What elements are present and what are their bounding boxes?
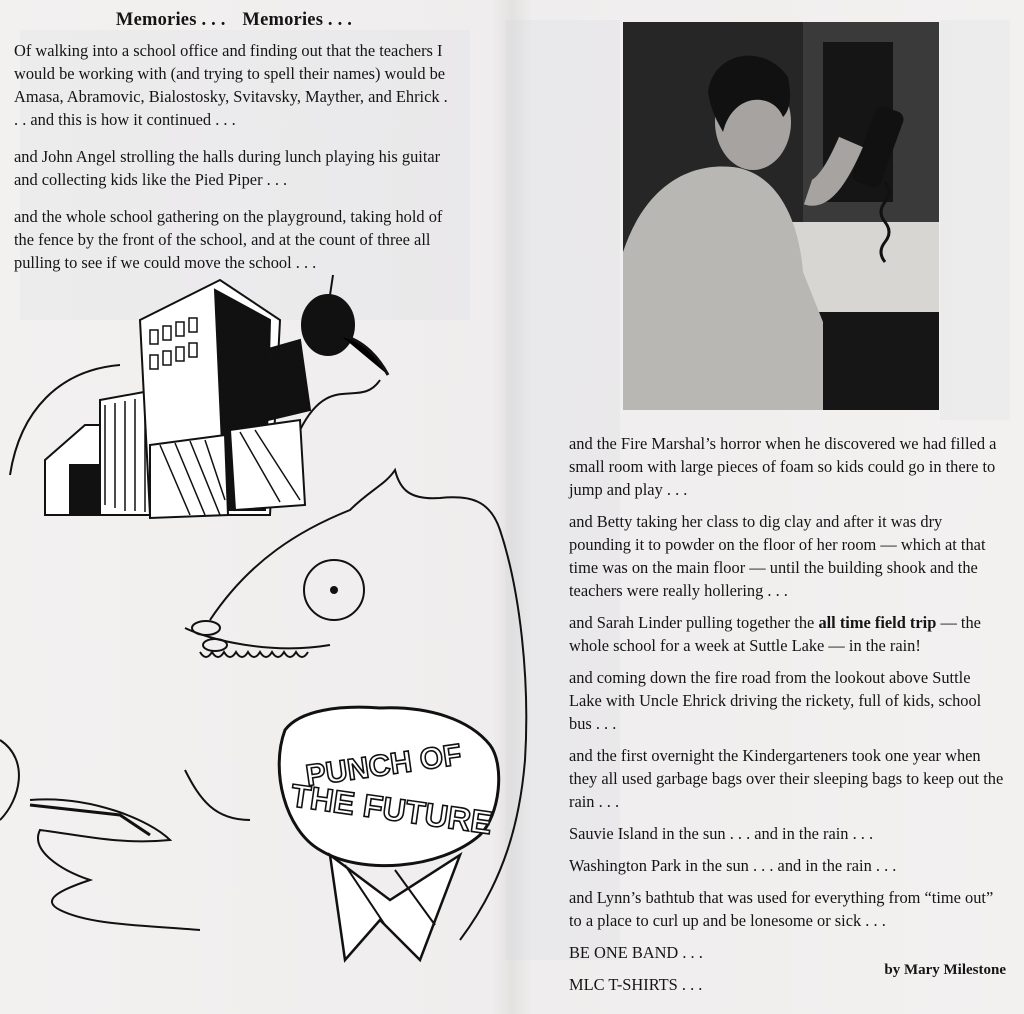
paragraph: and the Fire Marshal’s horror when he discovered we had filled a small room with large pieces of foam so kids could go in there to jump and play . . . [569,434,997,499]
school-dragon-illustration [0,260,540,980]
paragraph: and John Angel strolling the halls during lunch playing his guitar and collecting kids like the Pied Piper . . . [14,147,441,189]
woman-on-phone-photo [623,22,939,410]
paragraph: MLC T-SHIRTS . . . [569,975,703,994]
left-column [14,10,454,288]
title-part-2: Memories . . . [242,10,353,30]
paragraph: Sauvie Island in the sun . . . and in the rain . . . [569,824,874,843]
dragon-head-outline [210,470,526,940]
paragraph: and the first overnight the Kindergarteners took one year when they all used garbage bags over their sleeping bags to keep out the rain . . . [569,746,1004,811]
paragraph: and Betty taking her class to dig clay and after it was dry pounding it to powder on the floor of her room — which at that time was on the main floor — until the building shook and the teachers were really hollering . . . [569,512,986,600]
banner-line-2: THE FUTURE [288,777,495,842]
title-part-1: Memories . . . [115,10,226,30]
bleed-through-block [940,20,1010,420]
paragraph: and Lynn’s bathtub that was used for everything from “time out” to a place to curl up and be lonesome or sick . . . [569,888,994,930]
article-title [14,10,454,31]
school-building [45,275,388,518]
right-column [569,432,1007,1005]
paragraph [569,611,1007,657]
paragraph: and coming down the fire road from the lookout above Suttle Lake with Uncle Ehrick driving the rickety, full of kids, school bus . . . [569,668,982,733]
paragraph: Of walking into a school office and finding out that the teachers I would be working with (and trying to spell their names) would be Amasa, Abramovic, Bialostosky, Svitavsky, Mayther, and Ehrick . . . and this is how it continued . . . [14,41,448,129]
emphasis: all time field trip [818,613,937,632]
byline: by Mary Milestone [884,962,1006,978]
paragraph: Washington Park in the sun . . . and in the rain . . . [569,856,897,875]
text-run: — the whole school for a week at Suttle Lake — in the rain! [569,613,981,655]
paragraph: and the whole school gathering on the playground, taking hold of the fence by the front of the school, and at the count of three all pulling to see if we could move the school . . . [14,207,443,272]
banner-line-1: PUNCH OF [303,738,464,793]
text-run: and Sarah Linder pulling together the [569,613,819,632]
office-photo [623,22,939,410]
banner-badge [279,707,499,960]
paragraph: BE ONE BAND . . . [569,943,703,962]
